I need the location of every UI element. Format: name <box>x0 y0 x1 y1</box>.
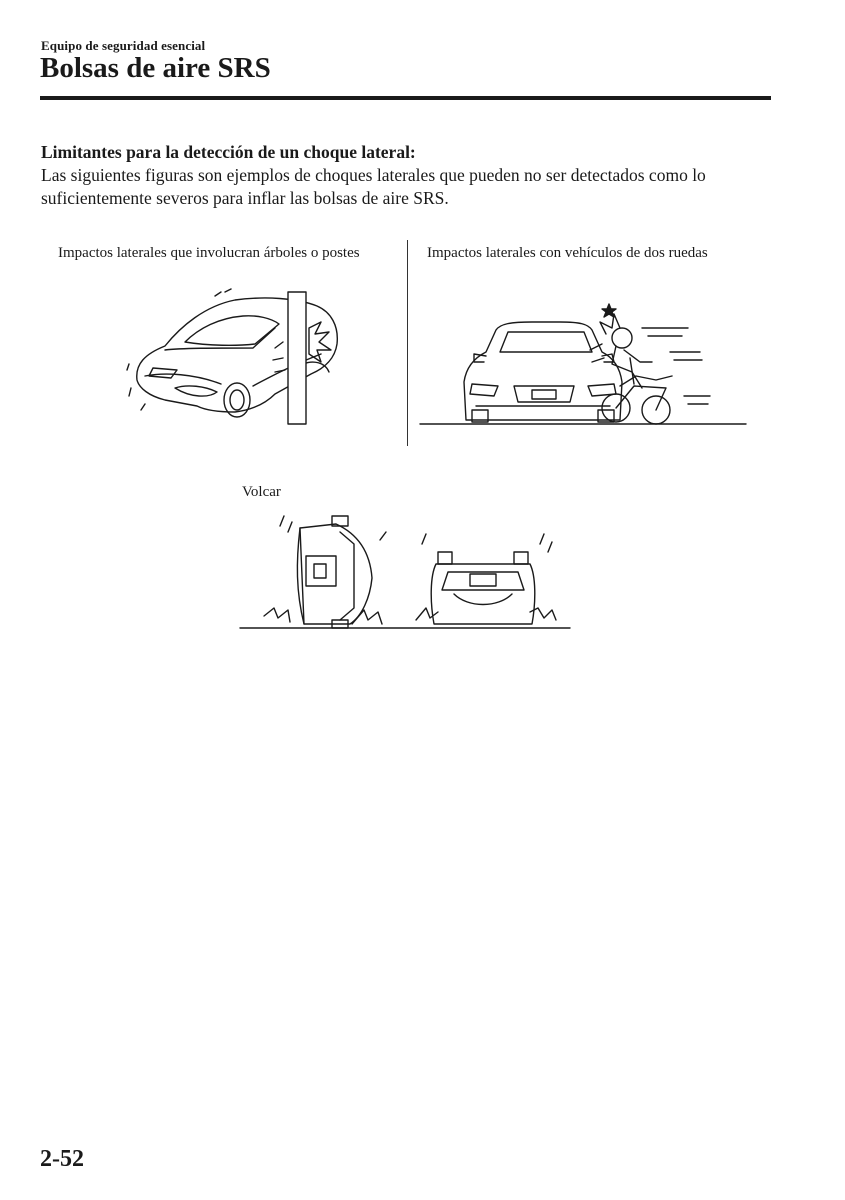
car-motorcycle-impact-illustration <box>420 300 748 430</box>
car-rollover-illustration <box>240 512 572 632</box>
page-title: Bolsas de aire SRS <box>40 52 271 84</box>
intro-paragraph: Las siguientes figuras son ejemplos de choques laterales que pueden no ser detectados como lo suficientemente severos para inflar las bolsas de aire SRS. <box>41 165 706 208</box>
figure-caption-motorcycle: Impactos laterales con vehículos de dos ruedas <box>427 245 708 261</box>
figure-caption-pole: Impactos laterales que involucran árboles o postes <box>58 245 360 261</box>
subheading: Limitantes para la detección de un choque lateral: <box>41 142 416 162</box>
car-pole-impact-illustration <box>125 288 350 428</box>
title-rule <box>40 96 771 100</box>
page-number: 2-52 <box>40 1146 84 1172</box>
figure-caption-rollover: Volcar <box>242 484 281 500</box>
section-label: Equipo de seguridad esencial <box>41 38 206 53</box>
figure-divider <box>407 240 408 446</box>
